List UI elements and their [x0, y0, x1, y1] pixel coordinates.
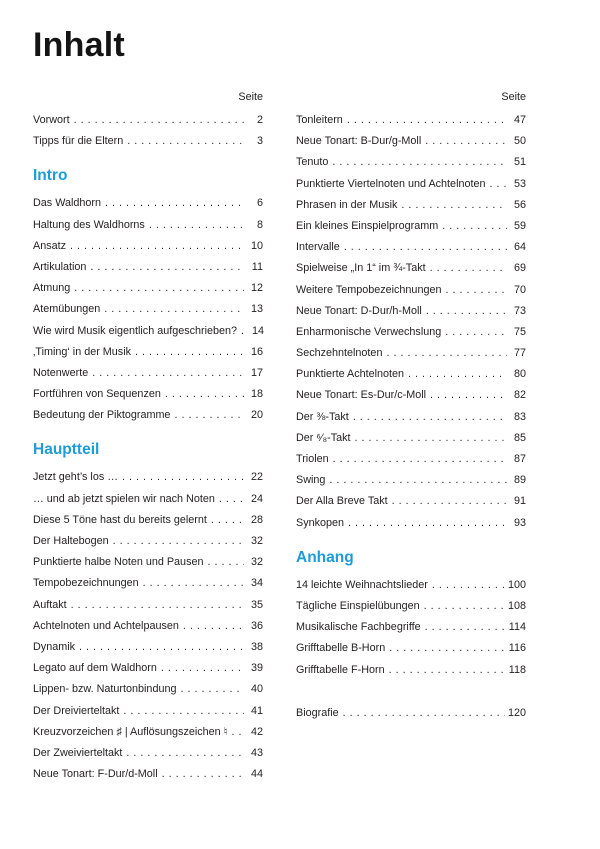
- dot-leader: [90, 257, 244, 278]
- toc-entry-label: Triolen: [296, 453, 329, 465]
- toc-entry-label: Fortführen von Sequenzen: [33, 388, 161, 401]
- dot-leader: [219, 489, 244, 510]
- toc-entry-page: 14: [252, 324, 265, 337]
- toc-row-biografie: [296, 703, 526, 724]
- toc-entry-page: 34: [250, 577, 263, 590]
- toc-entry-label: Tipps für die Eltern: [33, 135, 124, 148]
- toc-row: [33, 110, 263, 131]
- dot-leader: [353, 407, 507, 428]
- toc-entry-page: 10: [250, 239, 263, 252]
- dot-leader: [445, 280, 507, 301]
- toc-entry-label: Der Zweivierteltakt: [33, 746, 123, 759]
- toc-entry-page: 35: [250, 598, 263, 611]
- dot-leader: [343, 703, 505, 724]
- toc-entry-page: 80: [513, 368, 526, 381]
- toc-entry-page: 43: [250, 746, 263, 759]
- toc-row: [33, 616, 263, 637]
- toc-entry-page: 116: [508, 642, 526, 655]
- intro-items-list: [33, 193, 263, 426]
- toc-entry-page: 82: [513, 389, 526, 402]
- toc-entry-page: 59: [513, 219, 526, 232]
- dot-leader: [232, 722, 244, 743]
- toc-entry-label: Punktierte halbe Noten und Pausen: [33, 556, 204, 569]
- toc-entry-page: 18: [250, 388, 263, 401]
- spacer: [296, 681, 526, 703]
- toc-entry-label: Ansatz: [33, 239, 67, 252]
- section-heading-anhang: Anhang: [296, 548, 354, 566]
- toc-entry-page: 36: [250, 619, 263, 632]
- toc-row: [296, 110, 526, 131]
- toc-entry-page: 53: [513, 177, 526, 190]
- toc-row: [33, 743, 263, 764]
- dot-leader: [71, 595, 244, 616]
- toc-entry-label: Grifftabelle F-Horn: [296, 663, 385, 676]
- toc-row: [296, 385, 526, 406]
- toc-entry-label: Kreuzvorzeichen ♯ | Auflösungszeichen ♮: [33, 725, 228, 738]
- dot-leader: [149, 215, 244, 236]
- toc-right-column: [296, 86, 526, 785]
- toc-entry-label: Atemübungen: [33, 303, 101, 316]
- toc-row: [296, 513, 526, 534]
- dot-leader: [123, 701, 244, 722]
- toc-entry-page: 32: [250, 535, 263, 547]
- toc-entry-page: 87: [513, 453, 526, 465]
- dot-leader: [79, 637, 244, 658]
- toc-row: [33, 363, 263, 384]
- toc-entry-page: 6: [256, 197, 263, 210]
- toc-entry-page: 51: [513, 156, 526, 169]
- dot-leader: [113, 531, 244, 552]
- toc-entry-label: Haltung des Waldhorns: [33, 218, 145, 231]
- toc-row: [296, 195, 526, 216]
- toc-entry-label: Der Alla Breve Takt: [296, 495, 388, 508]
- toc-entry-page: 47: [513, 114, 526, 126]
- toc-row: [296, 491, 526, 512]
- toc-entry-page: 13: [250, 303, 263, 316]
- dot-leader: [207, 552, 244, 573]
- toc-entry-page: 56: [513, 198, 526, 211]
- toc-entry-page: 38: [250, 640, 263, 653]
- dot-leader: [348, 513, 507, 534]
- toc-entry-label: Tenuto: [296, 156, 329, 169]
- toc-row: [33, 215, 263, 236]
- dot-leader: [392, 491, 507, 512]
- toc-row: [33, 658, 263, 679]
- dot-leader: [127, 131, 244, 152]
- dot-leader: [135, 342, 244, 363]
- toc-entry-label: Lippen- bzw. Naturtonbindung: [33, 683, 177, 696]
- column-header-seite-left: Seite: [238, 91, 263, 103]
- toc-row: [296, 428, 526, 449]
- toc-row: [33, 467, 263, 488]
- toc-entry-page: 22: [250, 471, 263, 484]
- toc-row: [33, 321, 263, 342]
- dot-leader: [333, 449, 507, 470]
- toc-entry-label: Der ⅜-Takt: [296, 410, 349, 423]
- dot-leader: [165, 384, 244, 405]
- toc-row: [33, 573, 263, 594]
- toc-entry-label: Punktierte Achtelnoten: [296, 368, 405, 381]
- dot-leader: [389, 638, 506, 659]
- dot-leader: [442, 216, 507, 237]
- toc-row: [296, 575, 526, 596]
- toc-row: [33, 489, 263, 510]
- toc-row: [296, 237, 526, 258]
- front-items-list: [33, 110, 263, 152]
- toc-row: [296, 638, 526, 659]
- dot-leader: [105, 193, 244, 214]
- toc-entry-page: 118: [508, 663, 526, 676]
- dot-leader: [432, 575, 505, 596]
- toc-row: [33, 679, 263, 700]
- toc-row: [33, 595, 263, 616]
- toc-entry-label: Neue Tonart: Es-Dur/c-Moll: [296, 389, 427, 402]
- toc-entry-page: 8: [256, 218, 263, 231]
- dot-leader: [143, 573, 244, 594]
- toc-entry-page: 77: [513, 347, 526, 360]
- toc-entry-page: 39: [250, 662, 263, 675]
- toc-row: [296, 364, 526, 385]
- dot-leader: [70, 236, 244, 257]
- dot-leader: [74, 110, 244, 131]
- toc-row: [296, 174, 526, 195]
- dot-leader: [426, 301, 507, 322]
- toc-row: [33, 193, 263, 214]
- toc-entry-label: Wie wird Musik eigentlich aufgeschrieben?: [33, 324, 238, 337]
- toc-entry-page: 64: [513, 241, 526, 254]
- dot-leader: [211, 510, 244, 531]
- dot-leader: [445, 322, 507, 343]
- toc-entry-page: 70: [513, 283, 526, 296]
- column-header-seite-right: Seite: [501, 91, 526, 103]
- section-heading-hauptteil: Hauptteil: [33, 441, 100, 459]
- main-items-list: [296, 110, 526, 534]
- toc-entry-label: Jetzt geht’s los …: [33, 471, 119, 484]
- toc-row: [33, 701, 263, 722]
- toc-row: [296, 322, 526, 343]
- dot-leader: [389, 660, 506, 681]
- toc-row: [296, 152, 526, 173]
- toc-entry-label: Notenwerte: [33, 366, 89, 379]
- toc-row: [296, 343, 526, 364]
- toc-entry-label: Der ⁶⁄₈-Takt: [296, 431, 351, 444]
- toc-entry-label: Tempobezeichnungen: [33, 577, 139, 590]
- toc-row: [296, 449, 526, 470]
- toc-entry-label: Das Waldhorn: [33, 197, 102, 210]
- toc-entry-page: 41: [250, 704, 263, 717]
- toc-row: [33, 552, 263, 573]
- toc-entry-label: Neue Tonart: B-Dur/g-Moll: [296, 135, 422, 148]
- dot-leader: [329, 470, 507, 491]
- toc-row: [33, 531, 263, 552]
- toc-row: [33, 131, 263, 152]
- dot-leader: [344, 237, 507, 258]
- dot-leader: [104, 299, 244, 320]
- dot-leader: [425, 131, 507, 152]
- toc-entry-page: 100: [507, 578, 526, 591]
- toc-row: [296, 301, 526, 322]
- toc-row: [33, 405, 263, 426]
- toc-entry-label: Weitere Tempobezeichnungen: [296, 283, 442, 296]
- toc-entry-page: 120: [507, 706, 526, 719]
- toc-entry-page: 24: [250, 492, 263, 505]
- toc-entry-label: Spielweise „In 1“ im ¾-Takt: [296, 262, 426, 275]
- dot-leader: [161, 658, 244, 679]
- toc-row: [296, 216, 526, 237]
- toc-entry-label: Synkopen: [296, 516, 345, 529]
- dot-leader: [183, 616, 244, 637]
- toc-entry-label: Intervalle: [296, 241, 340, 254]
- toc-entry-page: 42: [250, 725, 263, 738]
- toc-entry-label: Sechzehntelnoten: [296, 347, 383, 360]
- toc-row: [296, 617, 526, 638]
- toc-entry-label: Dynamik: [33, 640, 75, 653]
- toc-entry-page: 32: [250, 556, 263, 569]
- toc-entry-page: 114: [508, 621, 526, 634]
- toc-left-column: [33, 86, 263, 785]
- toc-entry-label: Punktierte Viertelnoten und Achtelnoten: [296, 177, 486, 190]
- toc-entry-label: Neue Tonart: F-Dur/d-Moll: [33, 768, 158, 781]
- toc-entry-label: ‚Timing‘ in der Musik: [33, 345, 131, 358]
- toc-entry-label: Der Dreivierteltakt: [33, 704, 120, 717]
- anhang-items-list: [296, 575, 526, 681]
- dot-leader: [180, 679, 244, 700]
- toc-entry-page: 85: [513, 431, 526, 444]
- toc-entry-page: 83: [513, 410, 526, 423]
- toc-entry-label: Artikulation: [33, 260, 87, 273]
- toc-entry-page: 16: [250, 345, 263, 358]
- toc-entry-page: 40: [250, 683, 263, 696]
- dot-leader: [126, 743, 244, 764]
- toc-row: [296, 131, 526, 152]
- toc-entry-page: 69: [513, 262, 526, 275]
- toc-entry-page: 44: [250, 768, 263, 781]
- dot-leader: [424, 596, 505, 617]
- toc-row: [33, 764, 263, 785]
- toc-entry-label: Der Haltebogen: [33, 535, 109, 547]
- toc-entry-page: 2: [256, 114, 263, 126]
- toc-columns: [33, 86, 526, 785]
- dot-leader: [430, 258, 507, 279]
- dot-leader: [162, 764, 244, 785]
- toc-entry-page: 11: [251, 260, 263, 273]
- toc-row: [33, 342, 263, 363]
- toc-row: [296, 470, 526, 491]
- toc-row: [296, 258, 526, 279]
- toc-entry-label: Diese 5 Töne hast du bereits gelernt: [33, 513, 207, 526]
- dot-leader: [408, 364, 507, 385]
- dot-leader: [430, 385, 507, 406]
- dot-leader: [347, 110, 507, 131]
- toc-entry-page: 89: [513, 474, 526, 487]
- toc-entry-page: 93: [513, 516, 526, 529]
- dot-leader: [386, 343, 507, 364]
- toc-entry-label: Neue Tonart: D-Dur/h-Moll: [296, 304, 422, 317]
- section-heading-intro: Intro: [33, 167, 68, 185]
- toc-entry-label: … und ab jetzt spielen wir nach Noten: [33, 492, 215, 505]
- toc-entry-label: Phrasen in der Musik: [296, 198, 398, 211]
- toc-entry-label: Ein kleines Einspielprogramm: [296, 219, 439, 232]
- toc-entry-label: Tägliche Einspielübungen: [296, 599, 420, 612]
- toc-entry-label: Auftakt: [33, 598, 67, 611]
- toc-row: [33, 278, 263, 299]
- toc-row: [296, 660, 526, 681]
- dot-leader: [241, 321, 245, 342]
- dot-leader: [425, 617, 506, 638]
- toc-row: [33, 722, 263, 743]
- toc-row: [33, 384, 263, 405]
- dot-leader: [355, 428, 507, 449]
- toc-entry-page: 108: [507, 599, 526, 612]
- toc-entry-page: 75: [513, 325, 526, 338]
- toc-entry-label: Atmung: [33, 282, 71, 295]
- toc-row: [296, 407, 526, 428]
- hauptteil-items-list: [33, 467, 263, 785]
- toc-entry-label: Bedeutung der Piktogramme: [33, 409, 171, 422]
- toc-entry-label: Musikalische Fachbegriffe: [296, 621, 421, 634]
- toc-row: [33, 299, 263, 320]
- toc-entry-page: 12: [250, 282, 263, 295]
- toc-entry-label: Vorwort: [33, 114, 70, 126]
- toc-entry-page: 28: [250, 513, 263, 526]
- toc-entry-label: 14 leichte Weihnachtslieder: [296, 578, 428, 591]
- toc-entry-label: Swing: [296, 474, 326, 487]
- toc-row: [33, 510, 263, 531]
- dot-leader: [174, 405, 244, 426]
- toc-entry-label: Achtelnoten und Achtelpausen: [33, 619, 179, 632]
- dot-leader: [401, 195, 507, 216]
- toc-row: [296, 280, 526, 301]
- toc-row: [33, 236, 263, 257]
- toc-row: [296, 596, 526, 617]
- toc-entry-label: Legato auf dem Waldhorn: [33, 662, 157, 675]
- toc-entry-page: 50: [513, 135, 526, 148]
- page-title: Inhalt: [33, 26, 125, 64]
- toc-entry-page: 73: [513, 304, 526, 317]
- toc-entry-page: 20: [250, 409, 263, 422]
- dot-leader: [74, 278, 244, 299]
- toc-entry-label: Grifftabelle B-Horn: [296, 642, 386, 655]
- toc-row: [33, 257, 263, 278]
- toc-entry-label: Enharmonische Verwechslung: [296, 325, 442, 338]
- dot-leader: [332, 152, 507, 173]
- toc-entry-page: 3: [256, 135, 263, 148]
- toc-row: [33, 637, 263, 658]
- toc-entry-page: 17: [250, 366, 263, 379]
- toc-entry-page: 91: [513, 495, 526, 508]
- dot-leader: [92, 363, 244, 384]
- toc-entry-label: Tonleitern: [296, 114, 343, 126]
- dot-leader: [122, 467, 244, 488]
- dot-leader: [489, 174, 507, 195]
- toc-entry-label: Biografie: [296, 706, 339, 719]
